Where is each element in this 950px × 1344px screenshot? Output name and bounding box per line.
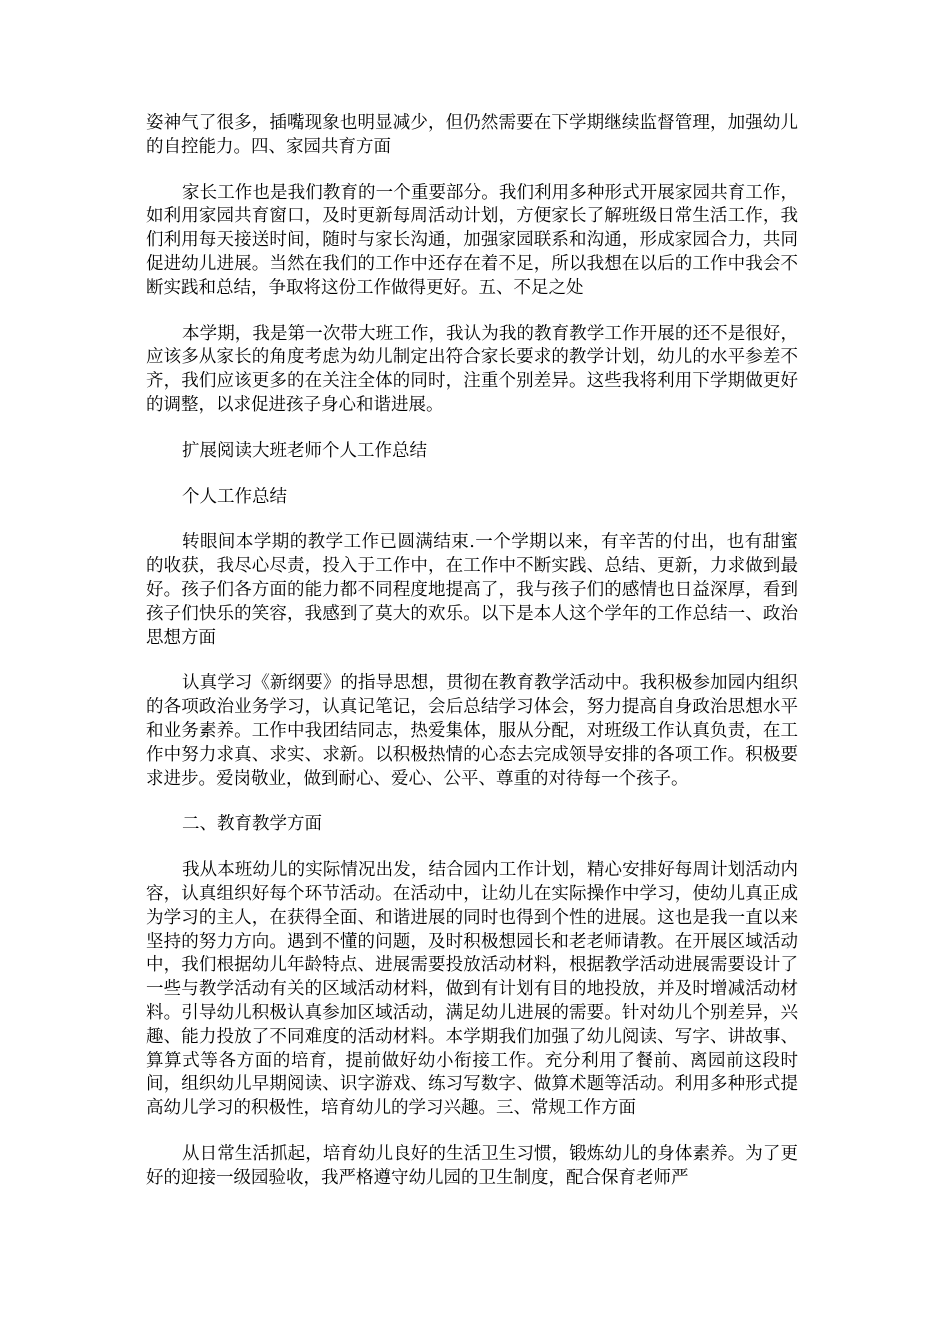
paragraph-shortcomings: 本学期，我是第一次带大班工作，我认为我的教育教学工作开展的还不是很好，应该多从家长的角度考虑为幼儿制定出符合家长要求的教学计划，幼儿的水平参差不齐，我们应该更多的在关注全体的同时，注重个别差异。这些我将利用下学期做更好的调整，以求促进孩子身心和谐进展。: [146, 323, 798, 415]
paragraph-daily-routine: 从日常生活抓起，培育幼儿良好的生活卫生习惯，锻炼幼儿的身体素养。为了更好的迎接一级园验收，我严格遵守幼儿园的卫生制度，配合保育老师严: [146, 1143, 798, 1188]
heading-education-teaching: 二、教育教学方面: [182, 814, 322, 835]
paragraph-continuation: 姿神气了很多，插嘴现象也明显减少，但仍然需要在下学期继续监督管理，加强幼儿的自控能力。四、家园共育方面: [146, 113, 798, 157]
paragraph-intro: 转眼间本学期的教学工作已圆满结束.一个学期以来，有辛苦的付出，也有甜蜜的收获，我尽心尽责，投入于工作中，在工作中不断实践、总结、更新，力求做到最好。孩子们各方面的能力都不同程度地提高了，我与孩子们的感情也日益深厚，看到孩子们快乐的笑容，我感到了莫大的欢乐。以下是本人这个学年的工作总结一、政治思想方面: [146, 532, 798, 648]
paragraph-education-teaching: 我从本班幼儿的实际情况出发，结合园内工作计划，精心安排好每周计划活动内容，认真组织好每个环节活动。在活动中，让幼儿在实际操作中学习，使幼儿真正成为学习的主人，在获得全面、和谐进展的同时也得到个性的进展。这也是我一直以来坚持的努力方向。遇到不懂的问题，及时积极想园长和老老师请教。在开展区域活动中，我们根据幼儿年龄特点、进展需要投放活动材料，根据教学活动进展需要设计了一些与教学活动有关的区域活动材料，做到有计划有目的地投放，并及时增减活动材料。引导幼儿积极认真参加区域活动，满足幼儿进展的需要。针对幼儿个别差异，兴趣、能力投放了不同难度的活动材料。本学期我们加强了幼儿阅读、写字、讲故事、算算式等各方面的培育，提前做好幼小衔接工作。充分利用了餐前、离园前这段时间，组织幼儿早期阅读、识字游戏、练习写数字、做算术题等活动。利用多种形式提高幼儿学习的积极性，培育幼儿的学习兴趣。三、常规工作方面: [146, 860, 798, 1119]
paragraph-political-thought: 认真学习《新纲要》的指导思想，贯彻在教育教学活动中。我积极参加园内组织的各项政治业务学习，认真记笔记，会后总结学习体会，努力提高自身政治思想水平和业务素养。工作中我团结同志，热爱集体，服从分配，对班级工作认真负责，在工作中努力求真、求实、求新。以积极热情的心态去完成领导安排的各项工作。积极要求进步。爱岗敬业，做到耐心、爱心、公平、尊重的对待每一个孩子。: [146, 673, 798, 789]
document-page: [146, 112, 798, 1212]
paragraph-home-school: 家长工作也是我们教育的一个重要部分。我们利用多种形式开展家园共育工作，如利用家园共育窗口，及时更新每周活动计划，方便家长了解班级日常生活工作，我们利用每天接送时间，随时与家长沟通，加强家园联系和沟通，形成家园合力，共同促进幼儿进展。当然在我们的工作中还存在着不足，所以我想在以后的工作中我会不断实践和总结，争取将这份工作做得更好。五、不足之处: [146, 182, 798, 298]
heading-personal-summary: 个人工作总结: [182, 486, 287, 507]
heading-extended-reading: 扩展阅读大班老师个人工作总结: [182, 440, 427, 461]
